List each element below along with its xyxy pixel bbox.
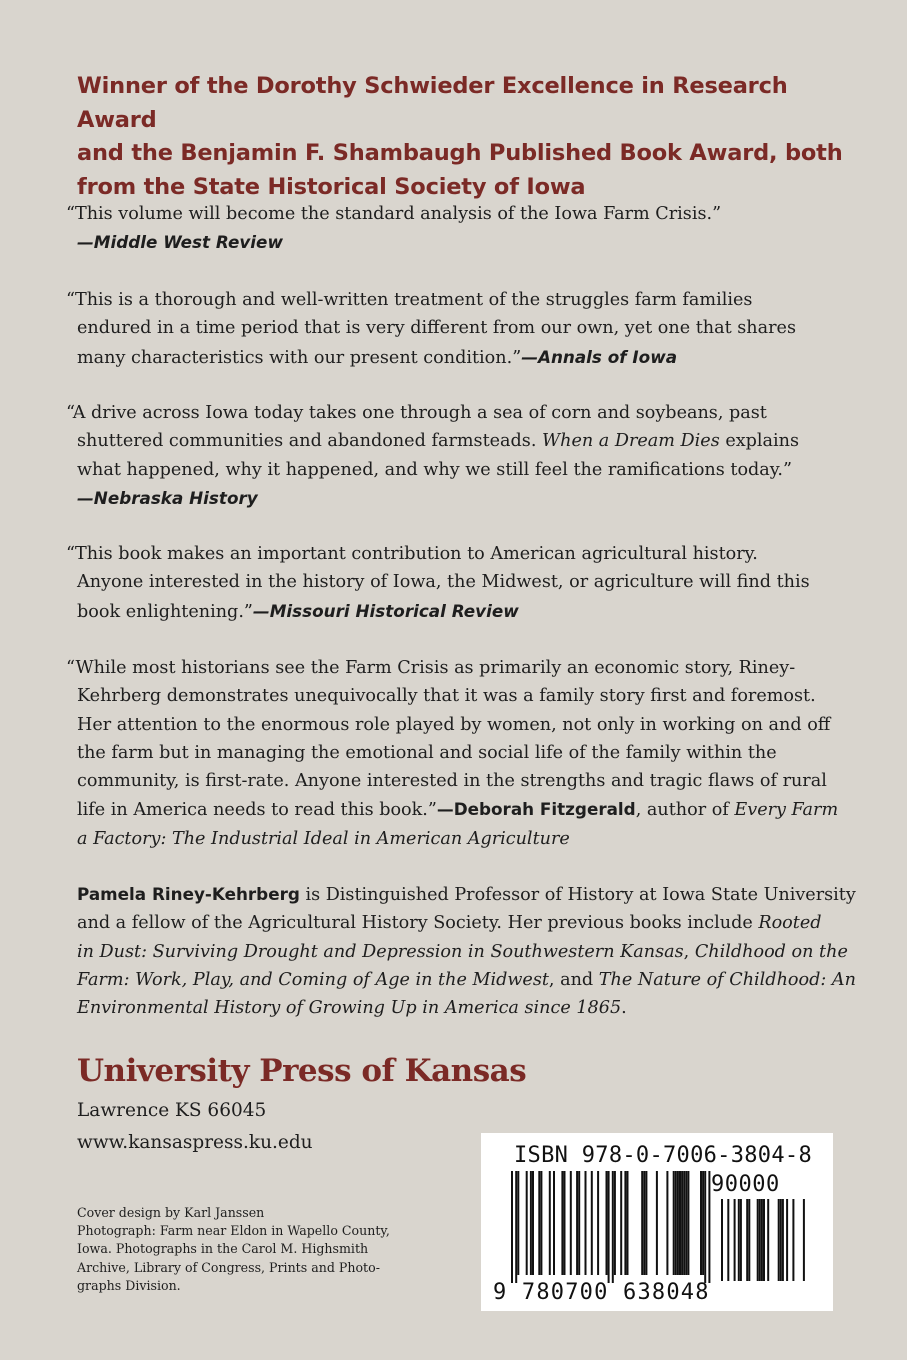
credit-line: Iowa. Photographs in the Carol M. Highsmith bbox=[77, 1241, 369, 1257]
barcode-bar bbox=[608, 1171, 610, 1283]
barcode-bar bbox=[687, 1171, 689, 1275]
barcode-bar bbox=[620, 1171, 622, 1275]
quote-text: shuttered communities and abandoned farmsteads. bbox=[77, 431, 537, 452]
barcode-bar bbox=[757, 1199, 759, 1281]
barcode-bar bbox=[704, 1171, 706, 1283]
review-quote-middle-west bbox=[66, 200, 856, 257]
barcode-bar bbox=[606, 1171, 608, 1275]
quote-line: “This book makes an important contribution to American agricultural history. bbox=[66, 544, 758, 564]
barcode-bar bbox=[614, 1171, 616, 1275]
barcode-bar bbox=[786, 1199, 788, 1281]
quote-source: —Nebraska History bbox=[77, 487, 258, 508]
barcode-bar bbox=[540, 1171, 542, 1275]
barcode-bar bbox=[767, 1199, 769, 1281]
cover-credits bbox=[77, 1204, 477, 1295]
barcode-bar bbox=[803, 1199, 805, 1281]
book-title: Every Farm bbox=[734, 800, 839, 821]
barcode-bar bbox=[549, 1171, 551, 1275]
bio-line bbox=[77, 880, 867, 909]
book-title: Farm: Work, Play, and Coming of Age in the Midwest bbox=[77, 969, 549, 990]
barcode-bar bbox=[532, 1171, 534, 1275]
barcode-bar bbox=[702, 1171, 704, 1275]
barcode-bar bbox=[553, 1171, 555, 1275]
barcode-bar bbox=[538, 1171, 540, 1275]
bio-text: is Distinguished Professor of History at Iowa State University bbox=[299, 885, 856, 905]
review-quote-missouri bbox=[66, 540, 856, 626]
barcode-bar bbox=[597, 1171, 599, 1275]
barcode-bar bbox=[645, 1171, 647, 1275]
barcode-bar bbox=[643, 1171, 645, 1275]
barcode-bar bbox=[681, 1171, 683, 1275]
publisher-name: University Press of Kansas bbox=[77, 1053, 527, 1089]
bio-line bbox=[77, 994, 867, 1022]
barcode-bar bbox=[738, 1199, 740, 1281]
barcode-bar bbox=[685, 1171, 687, 1275]
book-title: Childhood on the bbox=[694, 941, 848, 962]
credit-line: Photograph: Farm near Eldon in Wapello County, bbox=[77, 1223, 390, 1239]
quote-source: —Deborah Fitzgerald bbox=[436, 799, 636, 820]
quote-line: Kehrberg demonstrates unequivocally that it was a family story first and foremost. bbox=[77, 686, 816, 707]
addon-number: 90000 bbox=[711, 1172, 780, 1197]
isbn-barcode bbox=[481, 1133, 833, 1311]
bio-line bbox=[77, 966, 867, 994]
barcode-digits: 9 780700 638048 bbox=[493, 1280, 710, 1305]
barcode-bar bbox=[517, 1171, 519, 1275]
bio-text: , bbox=[683, 941, 690, 962]
quote-text: , author of bbox=[635, 800, 729, 821]
barcode-bar bbox=[561, 1171, 563, 1275]
quote-text: many characteristics with our present condition.” bbox=[77, 347, 522, 368]
quote-text: book enlightening.” bbox=[77, 601, 253, 622]
barcode-bar bbox=[780, 1199, 782, 1281]
barcode-bar bbox=[576, 1171, 578, 1275]
quote-line: community, is first-rate. Anyone interested in the strengths and tragic flaws of rural bbox=[77, 771, 827, 792]
barcode-bar bbox=[782, 1199, 784, 1281]
publisher-website[interactable]: www.kansaspress.ku.edu bbox=[77, 1132, 313, 1153]
barcode-bar bbox=[708, 1171, 710, 1283]
credit-line: Archive, Library of Congress, Prints and Photo- bbox=[77, 1259, 380, 1275]
bio-line bbox=[77, 938, 867, 966]
barcode-bar bbox=[530, 1171, 532, 1275]
quote-text: life in America needs to read this book.” bbox=[77, 800, 437, 821]
barcode-bar bbox=[585, 1171, 587, 1275]
quote-line: Anyone interested in the history of Iowa, the Midwest, or agriculture will find this bbox=[77, 572, 810, 593]
barcode-bar bbox=[673, 1171, 675, 1275]
isbn-label: ISBN 978-0-7006-3804-8 bbox=[514, 1143, 812, 1168]
barcode-bar bbox=[627, 1171, 629, 1275]
barcode-bar bbox=[578, 1171, 580, 1275]
award-heading bbox=[77, 70, 857, 204]
barcode-bar bbox=[763, 1199, 765, 1281]
bio-text: . bbox=[621, 998, 627, 1019]
barcode-bar bbox=[591, 1171, 593, 1275]
book-title: a Factory: The Industrial Ideal in American Agriculture bbox=[77, 828, 570, 849]
barcode-bar bbox=[679, 1171, 681, 1275]
barcode-bar bbox=[746, 1199, 748, 1281]
barcode-bar bbox=[700, 1171, 702, 1275]
review-quote-fitzgerald bbox=[66, 654, 856, 853]
barcode-bar bbox=[721, 1199, 723, 1281]
quote-source: —Annals of Iowa bbox=[521, 346, 678, 367]
award-line: from the State Historical Society of Iowa bbox=[77, 173, 586, 200]
quote-source: —Middle West Review bbox=[77, 232, 283, 253]
quote-source: —Missouri Historical Review bbox=[252, 600, 519, 621]
barcode-bar bbox=[748, 1199, 750, 1281]
award-line: and the Benjamin F. Shambaugh Published Book Award, both bbox=[77, 140, 843, 166]
quote-line: “This is a thorough and well-written treatment of the struggles farm families bbox=[66, 290, 753, 310]
quote-line: “While most historians see the Farm Crisis as primarily an economic story, Riney- bbox=[66, 658, 796, 678]
book-title: Environmental History of Growing Up in America since 1865 bbox=[77, 998, 622, 1019]
barcode-bar bbox=[564, 1171, 566, 1275]
barcode-bar bbox=[740, 1199, 742, 1281]
bio-text: and a fellow of the Agricultural History Society. Her previous books include bbox=[77, 913, 753, 934]
book-title: in Dust: Surviving Drought and Depression in Southwestern Kansas bbox=[77, 941, 684, 962]
barcode-bar bbox=[656, 1171, 658, 1275]
barcode-bar bbox=[624, 1171, 626, 1275]
quote-line: Her attention to the enormous role played by women, not only in working on and off bbox=[77, 714, 831, 735]
barcode-bar bbox=[792, 1199, 794, 1281]
review-quote-annals bbox=[66, 286, 856, 372]
quote-line bbox=[66, 427, 856, 455]
book-title: When a Dream Dies bbox=[542, 431, 720, 452]
barcode-bar bbox=[675, 1171, 677, 1275]
bio-text: , and bbox=[548, 969, 594, 990]
quote-line: “This volume will become the standard analysis of the Iowa Farm Crisis.” bbox=[66, 204, 722, 224]
barcode-bar bbox=[677, 1171, 679, 1275]
barcode-bar bbox=[734, 1199, 736, 1281]
bio-line bbox=[77, 909, 867, 937]
barcode-bar bbox=[641, 1171, 643, 1275]
author-bio bbox=[77, 880, 867, 1022]
barcode-bar bbox=[761, 1199, 763, 1281]
quote-line bbox=[66, 597, 856, 626]
barcode-bar bbox=[778, 1199, 780, 1281]
award-line: Winner of the Dorothy Schwieder Excellence in Research Award bbox=[77, 73, 788, 133]
credit-line: Cover design by Karl Janssen bbox=[77, 1205, 265, 1220]
barcode-bar bbox=[612, 1171, 614, 1283]
review-quote-nebraska bbox=[66, 399, 856, 512]
book-title: The Nature of Childhood: An bbox=[598, 969, 856, 990]
quote-line: endured in a time period that is very different from our own, yet one that shares bbox=[77, 318, 796, 339]
publisher-address: Lawrence KS 66045 bbox=[77, 1100, 267, 1121]
quote-line bbox=[66, 795, 856, 824]
barcode-bar bbox=[515, 1171, 517, 1283]
quote-text: explains bbox=[725, 431, 800, 452]
author-name: Pamela Riney-Kehrberg bbox=[77, 884, 300, 904]
barcode-bar bbox=[526, 1171, 528, 1275]
barcode-bar bbox=[570, 1171, 572, 1275]
barcode-bar bbox=[759, 1199, 761, 1281]
quote-line: the farm but in managing the emotional and social life of the family within the bbox=[77, 742, 777, 763]
barcode-bar bbox=[666, 1171, 668, 1275]
quote-line: “A drive across Iowa today takes one through a sea of corn and soybeans, past bbox=[66, 403, 767, 423]
barcode-bar bbox=[727, 1199, 729, 1281]
quote-line bbox=[66, 343, 856, 372]
book-title: Rooted bbox=[758, 913, 822, 934]
credit-line: graphs Division. bbox=[77, 1277, 181, 1293]
barcode-bar bbox=[683, 1171, 685, 1275]
quote-line: what happened, why it happened, and why we still feel the ramifications today.” bbox=[77, 459, 792, 480]
barcode-bar bbox=[511, 1171, 513, 1283]
